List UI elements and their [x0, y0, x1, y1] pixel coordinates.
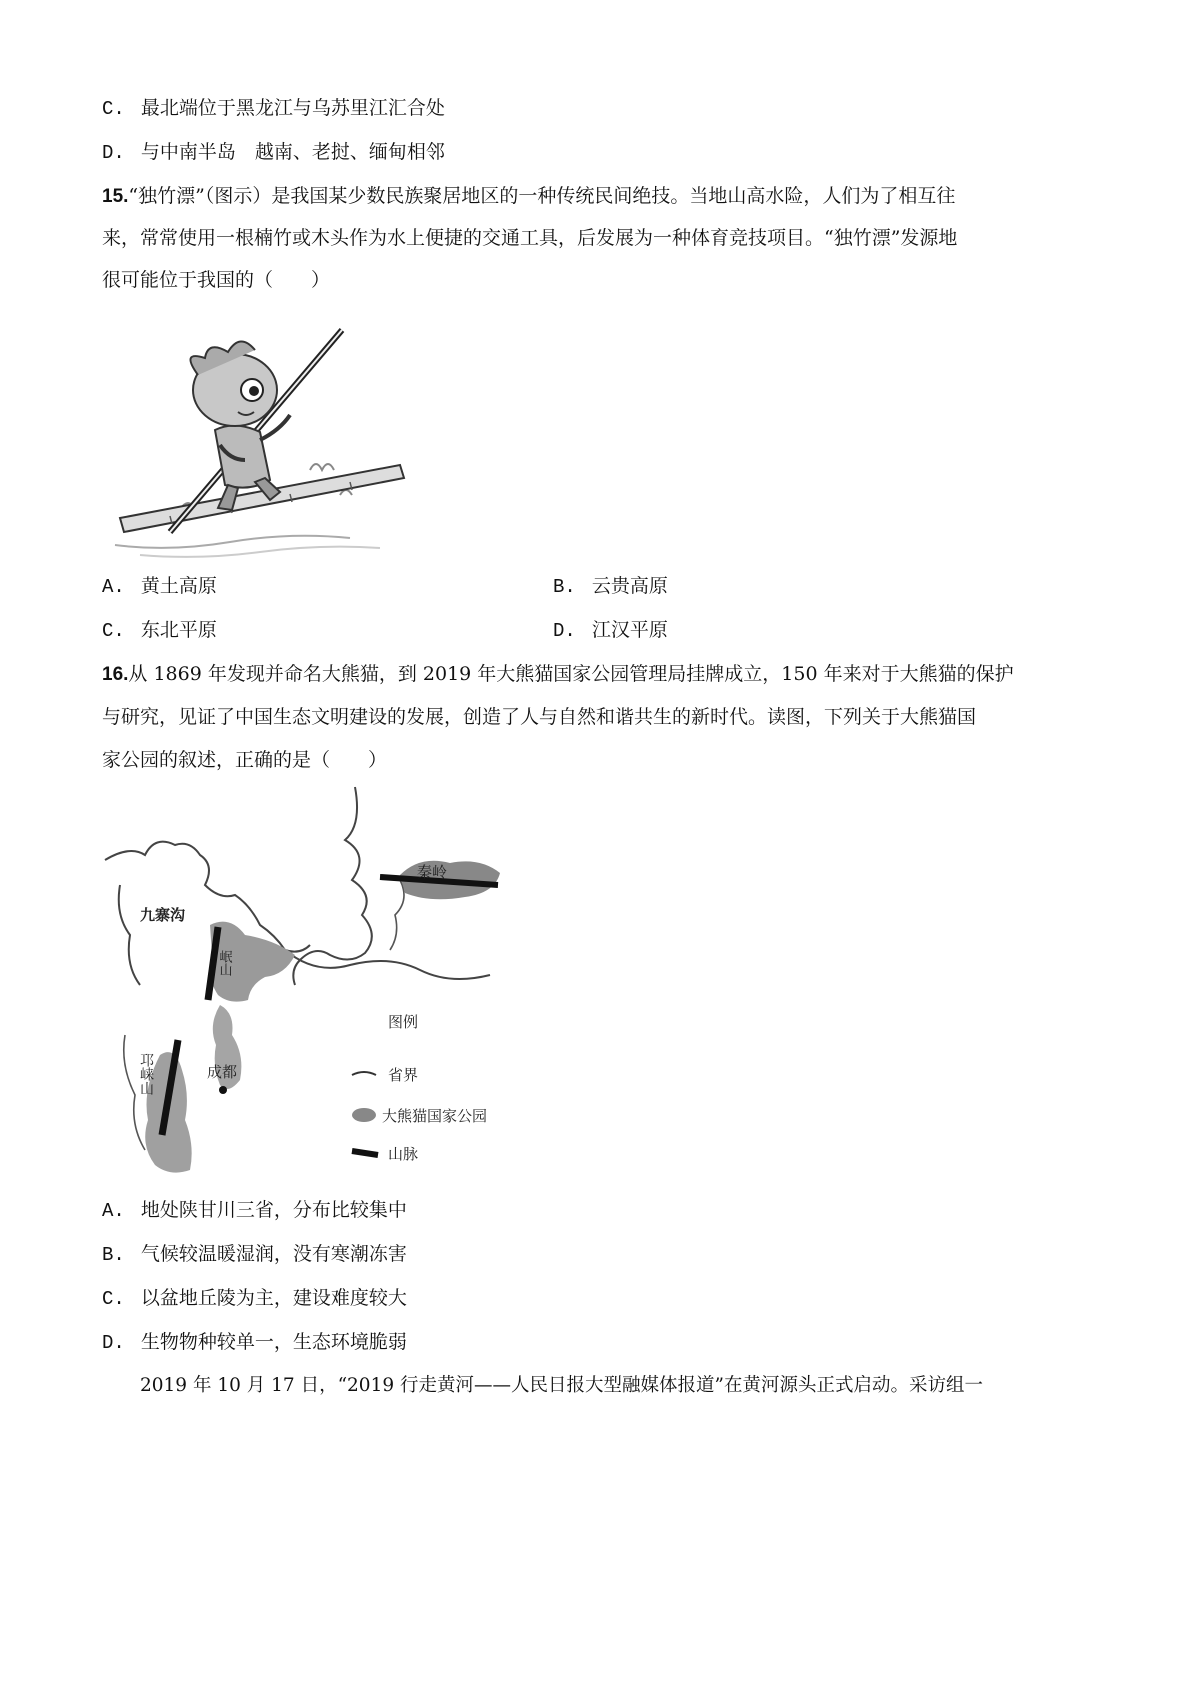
option-b [553, 574, 668, 599]
legend-park: 大熊猫国家公园 [382, 1107, 488, 1125]
question-16-line [102, 662, 1014, 687]
option-text: 地处陕甘川三省，分布比较集中 [140, 1199, 407, 1221]
option-letter: A. [102, 1200, 125, 1222]
option-letter: B. [553, 576, 576, 598]
question-number: 15. [102, 186, 129, 207]
option-letter: C. [102, 98, 125, 120]
giant-panda-park-map [100, 785, 540, 1180]
question-text: “独竹漂”（图示）是我国某少数民族聚居地区的一种传统民间绝技。当地山高水险，人们为了相互往 [128, 185, 956, 207]
option-c [102, 618, 217, 643]
option-letter: D. [102, 142, 125, 164]
legend-mountain: 山脉 [388, 1145, 419, 1163]
label-minshan: 岷山 [216, 950, 232, 976]
question-number: 16. [102, 664, 129, 685]
option-text: 东北平原 [140, 619, 217, 641]
option-text: 生物物种较单一，生态环境脆弱 [140, 1331, 407, 1353]
option-text: 气候较温暖湿润，没有寒潮冻害 [140, 1243, 407, 1265]
question-15-line: 很可能位于我国的（ ） [102, 269, 331, 291]
bamboo-rafting-illustration [110, 320, 420, 560]
label-qinling: 秦岭 [417, 863, 448, 881]
label-qionglaishan: 邛崃山 [138, 1053, 154, 1095]
option-text: 江汉平原 [591, 619, 668, 641]
option-letter: D. [102, 1332, 125, 1354]
legend-boundary: 省界 [388, 1066, 419, 1084]
label-jiuzhaigou: 九寨沟 [140, 906, 186, 924]
legend-park-symbol [352, 1108, 376, 1122]
option-a [102, 1198, 407, 1223]
legend-mountain-symbol [352, 1151, 378, 1155]
option-text: 与中南半岛 越南、老挝、缅甸相邻 [140, 141, 445, 163]
question-16-line: 与研究，见证了中国生态文明建设的发展，创造了人与自然和谐共生的新时代。读图，下列关于大熊猫国 [102, 706, 977, 728]
question-16-line: 家公园的叙述，正确的是（ ） [102, 749, 388, 771]
legend-title: 图例 [388, 1013, 419, 1031]
option-b [102, 1242, 407, 1267]
legend-boundary-symbol [352, 1072, 376, 1075]
option-text: 以盆地丘陵为主，建设难度较大 [140, 1287, 407, 1309]
option-text: 云贵高原 [591, 575, 668, 597]
option-letter: D. [553, 620, 576, 642]
option-a [102, 574, 217, 599]
option-text: 最北端位于黑龙江与乌苏里江汇合处 [140, 97, 445, 119]
question-text: 从 1869 年发现并命名大熊猫，到 2019 年大熊猫国家公园管理局挂牌成立，150 年来对于大熊猫的保护 [128, 663, 1014, 685]
option-letter: C. [102, 1288, 125, 1310]
question-15-line [102, 184, 955, 209]
label-chengdu: 成都 [207, 1063, 238, 1081]
passage-line: 2019 年 10 月 17 日，“2019 行走黄河——人民日报大型融媒体报道”在黄河源头正式启动。采访组一 [140, 1375, 983, 1396]
option-d [553, 618, 668, 643]
option-c [102, 1286, 407, 1311]
option-c [102, 96, 445, 121]
option-letter: B. [102, 1244, 125, 1266]
option-letter: C. [102, 620, 125, 642]
question-15-line: 来，常常使用一根楠竹或木头作为水上便捷的交通工具，后发展为一种体育竞技项目。“独竹漂”发源地 [102, 227, 958, 249]
option-d [102, 140, 445, 165]
option-d [102, 1330, 407, 1355]
option-letter: A. [102, 576, 125, 598]
option-text: 黄土高原 [140, 575, 217, 597]
